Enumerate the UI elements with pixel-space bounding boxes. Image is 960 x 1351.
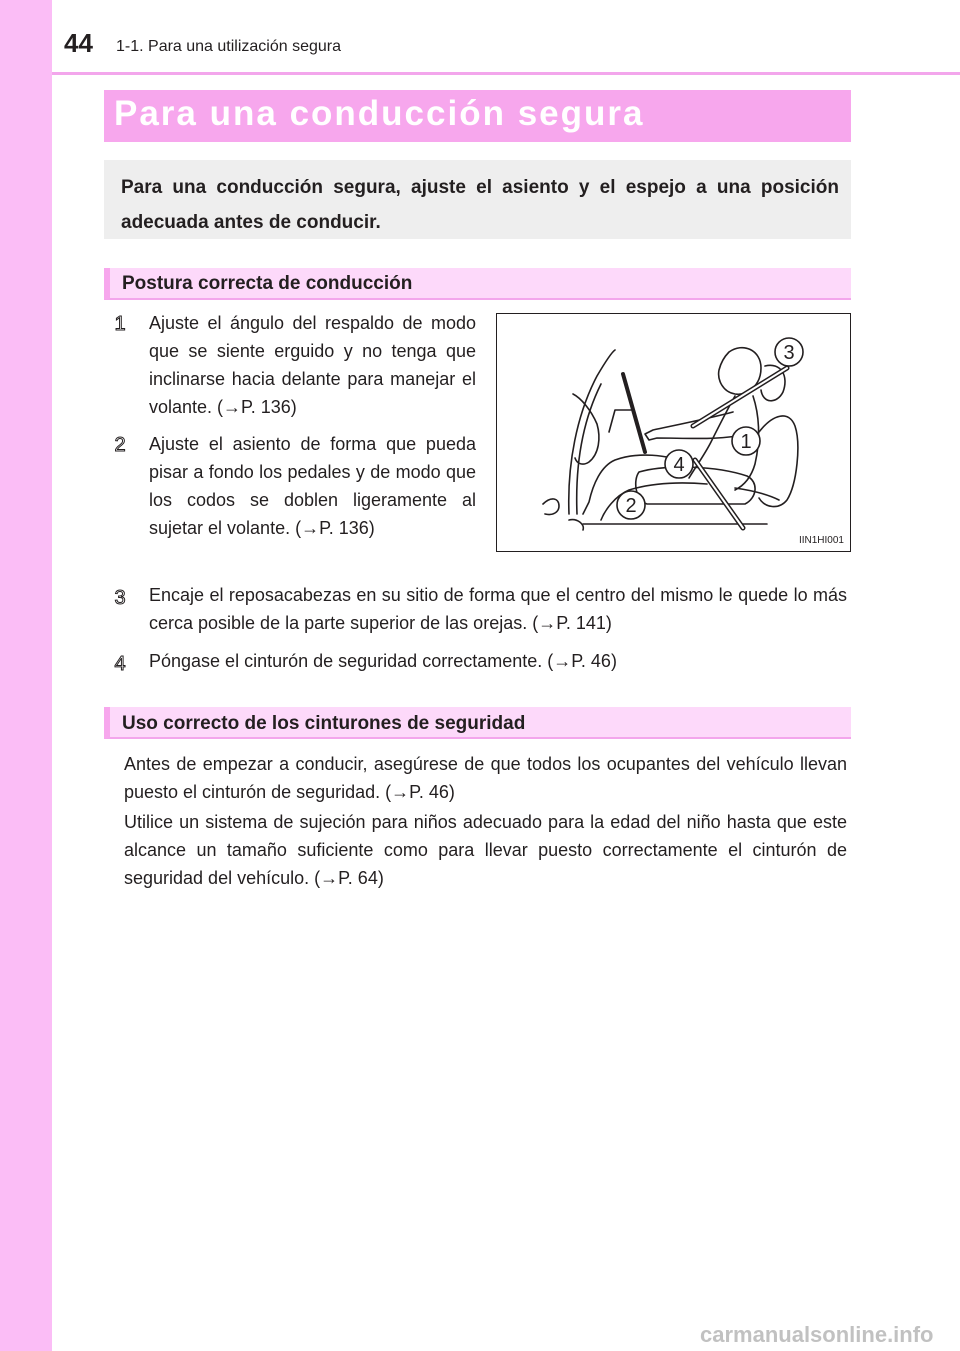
seatbelt-paragraph-1: Antes de empezar a conducir, asegúrese de que todos los ocupantes del vehículo llevan puesto el cinturón de seguridad. (→P. 46) xyxy=(124,754,847,802)
callout-4: 4 xyxy=(673,454,685,476)
left-margin-band xyxy=(0,0,52,1351)
running-header: 1-1. Para una utilización segura xyxy=(116,38,342,55)
callout-1: 1 xyxy=(740,431,752,453)
step-1-text: Ajuste el ángulo del respaldo de modo que se siente erguido y no tenga que inclinarse hacia delante para manejar el volante. (→P. 136) xyxy=(149,313,476,417)
step-3-text: Encaje el reposacabezas en su sitio de forma que el centro del mismo le quede lo más cerca posible de la parte superior de las orejas. (→P. 141) xyxy=(149,585,847,633)
page-title: Para una conducción segura xyxy=(114,94,645,133)
number-3-icon xyxy=(112,586,128,608)
section-title-seatbelts: Uso correcto de los cinturones de seguridad xyxy=(122,713,526,734)
number-1-icon xyxy=(112,312,128,334)
figure-code: IIN1HI001 xyxy=(798,535,844,546)
svg-text:1: 1 xyxy=(114,313,126,334)
number-4-icon xyxy=(112,652,128,674)
svg-text:3: 3 xyxy=(114,587,126,608)
seatbelt-paragraph-2: Utilice un sistema de sujeción para niños adecuado para la edad del niño hasta que este alcance un tamaño suficiente como para llevar puesto correctamente el cinturón de seguridad del vehículo. (→P. 64) xyxy=(124,812,847,888)
driving-posture-figure xyxy=(496,313,851,552)
number-2-icon xyxy=(112,433,128,455)
callout-2: 2 xyxy=(625,495,637,517)
svg-text:4: 4 xyxy=(114,653,126,674)
intro-text: Para una conducción segura, ajuste el asiento y el espejo a una posición adecuada antes de conducir. xyxy=(121,177,839,233)
driving-posture-illustration xyxy=(497,314,849,550)
header-rule xyxy=(52,72,960,75)
callout-3: 3 xyxy=(783,342,795,364)
svg-text:2: 2 xyxy=(114,434,126,455)
step-2-text: Ajuste el asiento de forma que pueda pisar a fondo los pedales y de modo que los codos se doblen ligeramente al sujetar el volante. (→P. 136) xyxy=(149,434,476,538)
step-4-text: Póngase el cinturón de seguridad correctamente. (→P. 46) xyxy=(149,651,617,671)
watermark: carmanualsonline.info xyxy=(700,1322,934,1347)
section-title-posture: Postura correcta de conducción xyxy=(122,273,413,294)
page-number: 44 xyxy=(64,28,93,58)
